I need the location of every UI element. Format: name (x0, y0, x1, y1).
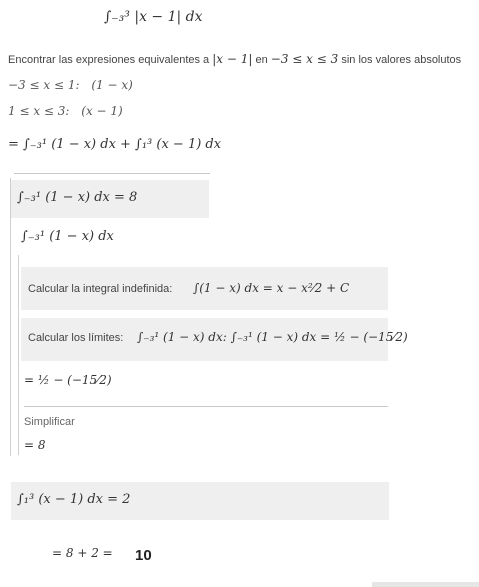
case-1 (8, 78, 133, 92)
intro-suffix: sin los valores absolutos (341, 54, 462, 66)
intro-prefix: Encontrar las expresiones equivalentes a (8, 54, 210, 66)
intro-abs-expr: |x − 1| (212, 52, 253, 66)
result-line: = ½ − (−15⁄2) (24, 373, 112, 387)
step-indefinite[interactable] (21, 267, 388, 310)
intro-text (8, 52, 461, 66)
intro-middle: en (255, 54, 268, 66)
simplified-result: = 8 (24, 438, 46, 452)
case-2 (8, 104, 123, 118)
case-1-condition: −3 ≤ x ≤ 1: (8, 78, 80, 92)
case-2-expr: (x − 1) (81, 104, 123, 118)
section-border (10, 178, 11, 456)
part2-header-expr: ∫₁³ (x − 1) dx = 2 (17, 492, 131, 507)
case-1-expr: (1 − x) (91, 78, 133, 92)
case-2-condition: 1 ≤ x ≤ 3: (8, 104, 70, 118)
steps-border (18, 255, 19, 455)
final-answer: 10 (135, 547, 152, 564)
split-expression: = ∫₋₃¹ (1 − x) dx + ∫₁³ (x − 1) dx (8, 137, 222, 152)
step-limits-label: Calcular los límites: (28, 332, 124, 344)
part1-header-expr: ∫₋₃¹ (1 − x) dx = 8 (17, 190, 138, 205)
intro-range: −3 ≤ x ≤ 3 (270, 52, 339, 66)
part1-subheader: ∫₋₃¹ (1 − x) dx (21, 229, 114, 244)
part1-header[interactable] (11, 180, 209, 218)
simplify-label: Simplificar (24, 416, 75, 428)
problem-integral: ∫₋₃³ |x − 1| dx (104, 9, 203, 25)
step-divider (24, 406, 388, 407)
divider (14, 173, 210, 174)
part2-header[interactable] (11, 482, 389, 520)
step-limits[interactable] (21, 318, 408, 361)
final-expression: = 8 + 2 = (52, 546, 113, 560)
scroll-hint (372, 582, 479, 587)
step-limits-expr: ∫₋₃¹ (1 − x) dx: ∫₋₃¹ (1 − x) dx = ½ − (−15⁄2) (137, 330, 408, 344)
step-indefinite-expr: ∫(1 − x) dx = x − x²⁄2 + C (193, 281, 350, 295)
step-indefinite-label: Calcular la integral indefinida: (28, 283, 173, 295)
